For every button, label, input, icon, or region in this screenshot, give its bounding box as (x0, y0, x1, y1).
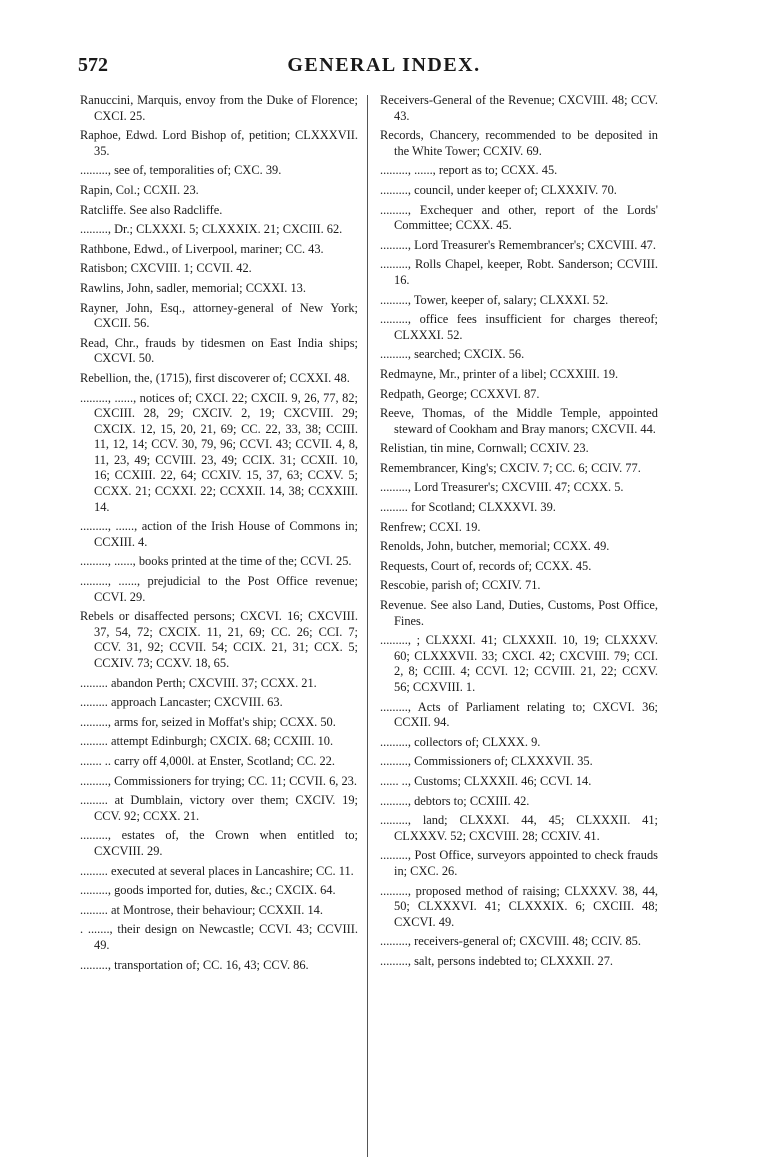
index-entry: ........., Lord Treasurer's Remembrancer's; CXCVIII. 47. (380, 237, 656, 252)
index-entry: Rapin, Col.; CCXII. 23. (80, 182, 199, 197)
index-entry: ........., office fees insufficient for charges thereof; CLXXXI. 52. (380, 312, 658, 342)
index-entry: ........., ......, prejudicial to the Post Office revenue; CCVI. 29. (80, 574, 358, 604)
index-column-left (80, 93, 358, 977)
index-entry: Records, Chancery, recommended to be deposited in the White Tower; CCXIV. 69. (380, 128, 658, 158)
index-entry: ........., Post Office, surveyors appointed to check frauds in; CXC. 26. (380, 848, 658, 878)
index-entry: Read, Chr., frauds by tidesmen on East India ships; CXCVI. 50. (80, 335, 358, 366)
index-entry: Ratcliffe. See also Radcliffe. (80, 202, 223, 217)
index-entry: Revenue. See also Land, Duties, Customs, Post Office, Fines. (380, 598, 658, 628)
index-entry: ........., Commissioners of; CLXXXVII. 35. (380, 754, 593, 769)
index-entry: Receivers-General of the Revenue; CXCVIII. 48; CCV. 43. (380, 93, 658, 123)
index-entry: ........., land; CLXXXI. 44, 45; CLXXXII. 41; CLXXXV. 52; CXCVIII. 28; CCXIV. 41. (380, 813, 658, 843)
index-entry: ........., salt, persons indebted to; CLXXXII. 27. (380, 953, 613, 968)
index-entry: ........., ; CLXXXI. 41; CLXXXII. 10, 19; CLXXXV. 60; CLXXXVII. 33; CXCI. 42; CXCVIII. 79; CCI. 2, 8; CCIII. 4; CCVI. 12; CCVIII. 21, 22; CCXV. 56; CCXVIII. 1. (380, 633, 658, 694)
index-entry: ........., council, under keeper of; CLXXXIV. 70. (380, 182, 617, 197)
index-entry: ........., receivers-general of; CXCVIII. 48; CCIV. 85. (380, 934, 641, 949)
index-entry: Rawlins, John, sadler, memorial; CCXXI. 13. (80, 280, 306, 295)
index-entry: ........., debtors to; CCXIII. 42. (380, 793, 530, 808)
index-entry: Rebellion, the, (1715), first discoverer of; CCXXI. 48. (80, 370, 350, 385)
index-entry: ........., searched; CXCIX. 56. (380, 347, 525, 362)
index-entry: . ......., their design on Newcastle; CCVI. 43; CCVIII. 49. (80, 922, 358, 952)
index-entry: ......... at Montrose, their behaviour; CCXXII. 14. (80, 902, 323, 917)
index-entry: Ranuccini, Marquis, envoy from the Duke of Florence; CXCI. 25. (80, 93, 358, 123)
index-entry: ......... abandon Perth; CXCVIII. 37; CCXX. 21. (80, 675, 317, 690)
index-entry: ........., ......, action of the Irish House of Commons in; CCXIII. 4. (80, 519, 358, 549)
index-entry: ........., collectors of; CLXXX. 9. (380, 734, 541, 749)
index-entry: Renfrew; CCXI. 19. (380, 519, 481, 534)
index-entry: Renolds, John, butcher, memorial; CCXX. 49. (380, 539, 610, 554)
index-entry: ........., Acts of Parliament relating to; CXCVI. 36; CCXII. 94. (380, 699, 658, 730)
index-entry: Reeve, Thomas, of the Middle Temple, appointed steward of Cookham and Bray manors; CXCVII. 44. (380, 406, 658, 436)
index-column-right (380, 93, 658, 974)
index-entry: Relistian, tin mine, Cornwall; CCXIV. 23. (380, 441, 589, 456)
index-entry: ........., Tower, keeper of, salary; CLXXXI. 52. (380, 292, 609, 307)
index-entry: Raphoe, Edwd. Lord Bishop of, petition; CLXXXVII. 35. (80, 128, 358, 158)
page-title: GENERAL INDEX. (287, 54, 481, 76)
index-entry: ........., proposed method of raising; CLXXXV. 38, 44, 50; CLXXXVI. 41; CLXXXIX. 6; CXCIII. 48; CXCVI. 49. (380, 883, 658, 929)
index-entry: ........., ......, notices of; CXCI. 22; CXCII. 9, 26, 77, 82; CXCIII. 28, 29; CXCIV. 2, 19; CXCVIII. 29; CXCIX. 12, 15, 20, 21, 69; CC. 22, 33, 38; CCIII. 11, 12, 14; CCV. 30, 79, 96; CCVI. 43; CCVII. 4, 8, 11, 23, 49; CCVIII. 23, 49; CCIX. 31; CCXII. 10, 16; CCXIII. 22, 64; CCXIV. 15, 37, 63; CCXV. 5; CCXX. 21; CCXXI. 22; CCXXII. 14, 38; CCXXIII. 14. (80, 390, 358, 514)
index-entry: ........., Commissioners for trying; CC. 11; CCVII. 6, 23. (80, 773, 357, 788)
index-entry: Rebels or disaffected persons; CXCVI. 16; CXCVIII. 37, 54, 72; CXCIX. 11, 21, 69; CC. 26; CCI. 7; CCV. 31, 92; CCVII. 54; CCIX. 21, 31; CCX. 5; CCXIV. 73; CCXV. 18, 65. (80, 609, 358, 670)
column-divider (367, 95, 368, 1157)
index-entry: Rathbone, Edwd., of Liverpool, mariner; CC. 43. (80, 241, 324, 256)
index-entry: ......... attempt Edinburgh; CXCIX. 68; CCXIII. 10. (80, 734, 334, 749)
page-number: 572 (78, 54, 108, 76)
index-entry: ........., estates of, the Crown when entitled to; CXCVIII. 29. (80, 828, 358, 858)
index-entry: Remembrancer, King's; CXCIV. 7; CC. 6; CCIV. 77. (380, 460, 641, 475)
index-entry: ........., Exchequer and other, report of the Lords' Committee; CCXX. 45. (380, 202, 658, 233)
index-entry: Ratisbon; CXCVIII. 1; CCVII. 42. (80, 261, 252, 276)
index-entry: ........., Rolls Chapel, keeper, Robt. Sanderson; CCVIII. 16. (380, 257, 658, 287)
index-entry: Rescobie, parish of; CCXIV. 71. (380, 578, 541, 593)
index-entry: ........., Lord Treasurer's; CXCVIII. 47; CCXX. 5. (380, 480, 624, 495)
index-entry: ......... for Scotland; CLXXXVI. 39. (380, 500, 556, 515)
index-entry: Redmayne, Mr., printer of a libel; CCXXIII. 19. (380, 366, 619, 381)
index-entry: Redpath, George; CCXXVI. 87. (380, 386, 540, 401)
index-entry: ........., transportation of; CC. 16, 43; CCV. 86. (80, 957, 309, 972)
index-entry: ........., arms for, seized in Moffat's ship; CCXX. 50. (80, 714, 336, 729)
index-entry: ........., ......, report as to; CCXX. 45. (380, 163, 558, 178)
index-entry: ........., see of, temporalities of; CXC. 39. (80, 163, 282, 178)
index-entry: ....... .. carry off 4,000l. at Enster, Scotland; CC. 22. (80, 753, 335, 768)
index-entry: ........., ......, books printed at the time of the; CCVI. 25. (80, 554, 352, 569)
index-entry: ...... .., Customs; CLXXXII. 46; CCVI. 14. (380, 773, 592, 788)
index-entry: ......... at Dumblain, victory over them; CXCIV. 19; CCV. 92; CCXX. 21. (80, 793, 358, 823)
index-entry: ........., Dr.; CLXXXI. 5; CLXXXIX. 21; CXCIII. 62. (80, 222, 343, 237)
index-entry: ......... approach Lancaster; CXCVIII. 63. (80, 695, 283, 710)
index-entry: Rayner, John, Esq., attorney-general of New York; CXCII. 56. (80, 300, 358, 331)
index-entry: ......... executed at several places in Lancashire; CC. 11. (80, 863, 354, 878)
index-entry: ........., goods imported for, duties, &c.; CXCIX. 64. (80, 883, 336, 898)
index-entry: Requests, Court of, records of; CCXX. 45. (380, 558, 592, 573)
